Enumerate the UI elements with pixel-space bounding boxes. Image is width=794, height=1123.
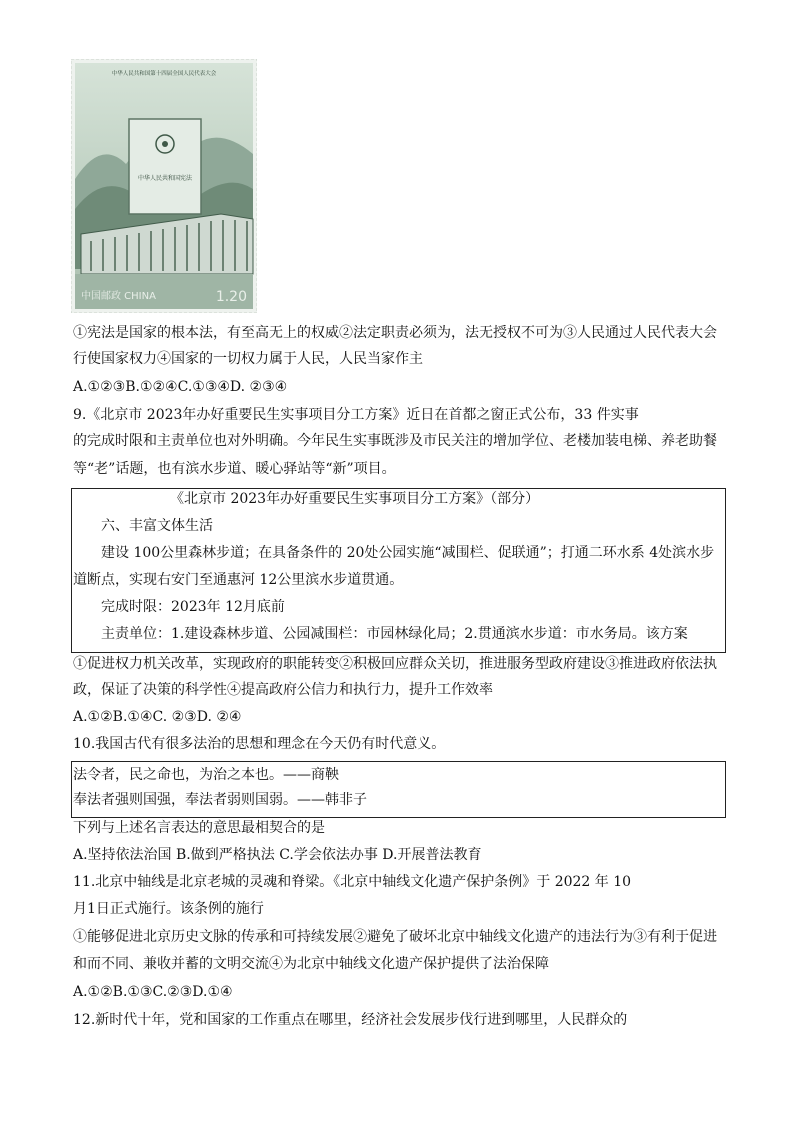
q10-question: 下列与上述名言表达的意思最相契合的是 — [73, 820, 325, 836]
q9-stem-line3: 等“老”话题，也有滨水步道、暖心驿站等“新”项目。 — [73, 461, 396, 477]
q12-stem-line1: 12.新时代十年，党和国家的工作重点在哪里，经济社会发展步伐行进到哪里，人民群众的 — [73, 1012, 628, 1028]
q11-stem-line2: 月1日正式施行。该条例的施行 — [73, 901, 264, 917]
q9-box-section: 六、丰富文体生活 — [101, 518, 213, 534]
q8-options-line2: 行使国家权力④国家的一切权力属于人民，人民当家作主 — [73, 351, 423, 367]
q9-box-deadline: 完成时限：2023年 12月底前 — [101, 599, 285, 615]
stamp-illustration — [71, 59, 257, 313]
q9-box-title: 《北京市 2023年办好重要民生实事项目分工方案》（部分） — [170, 491, 540, 507]
q9-box-content-line1: 建设 100公里森林步道；在具备条件的 20处公园实施“减围栏、促联通”；打通二环水系 4处滨水步 — [101, 545, 715, 561]
q11-options-line1: ①能够促进北京历史文脉的传承和可持续发展②避免了破坏北京中轴线文化遗产的违法行为③有利于促进 — [73, 929, 717, 945]
stamp-value: 1.20 — [215, 289, 247, 305]
q10-answers: A.坚持依法治国 B.做到严格执法 C.学会依法办事 D.开展普法教育 — [73, 847, 482, 863]
q9-answers: A.①②B.①④C. ②③D. ②④ — [73, 709, 242, 725]
q9-box-content-line2: 道断点，实现右安门至通惠河 12公里滨水步道贯通。 — [73, 572, 404, 588]
stamp-country: 中国邮政 CHINA — [81, 291, 156, 302]
q10-quote1: 法令者，民之命也，为治之本也。——商鞅 — [73, 767, 339, 783]
q8-options-line1: ①宪法是国家的根本法，有至高无上的权威②法定职责必须为，法无授权不可为③人民通过人民代表大会 — [73, 325, 717, 341]
q11-options-line2: 和而不同、兼收并蓄的文明交流④为北京中轴线文化遗产保护提供了法治保障 — [73, 956, 549, 972]
stamp-header: 中华人民共和国第十四届全国人民代表大会 — [111, 71, 217, 77]
q10-stem: 10.我国古代有很多法治的思想和理念在今天仍有时代意义。 — [73, 736, 446, 752]
q11-stem-line1: 11.北京中轴线是北京老城的灵魂和脊梁。《北京中轴线文化遗产保护条例》于 2022 年 10 — [73, 874, 632, 890]
q8-answers: A.①②③B.①②④C.①③④D. ②③④ — [73, 379, 288, 395]
q10-quote2: 奉法者强则国强，奉法者弱则国弱。——韩非子 — [73, 792, 367, 808]
stamp-book-title: 中华人民共和国宪法 — [137, 175, 193, 182]
q9-stem-line2: 的完成时限和主责单位也对外明确。今年民生实事既涉及市民关注的增加学位、老楼加装电梯、养老助餐 — [73, 433, 717, 449]
q9-options-line2: 政，保证了决策的科学性④提高政府公信力和执行力，提升工作效率 — [73, 682, 493, 698]
q11-answers: A.①②B.①③C.②③D.①④ — [73, 984, 233, 1000]
q9-box-owner: 主责单位：1.建设森林步道、公园减围栏：市园林绿化局；2.贯通滨水步道：市水务局。该方案 — [101, 626, 688, 642]
q9-options-line1: ①促进权力机关改革，实现政府的职能转变②积极回应群众关切，推进服务型政府建设③推进政府依法执 — [73, 656, 717, 672]
q9-stem-line1: 9.《北京市 2023年办好重要民生实事项目分工方案》近日在首都之窗正式公布，33 件实事 — [73, 407, 639, 423]
